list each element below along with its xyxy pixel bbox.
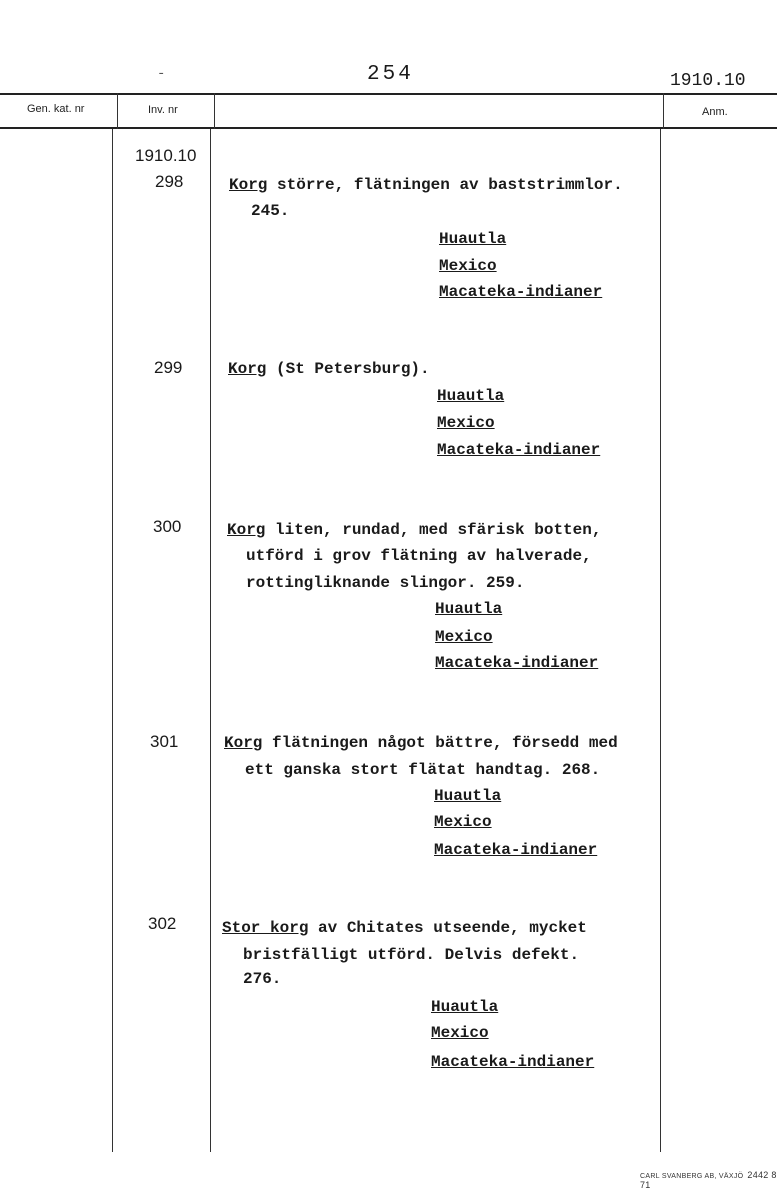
entry-description: Korg liten, rundad, med sfärisk botten,: [227, 521, 602, 539]
location-country: Mexico: [437, 414, 495, 432]
location-place: Huautla: [435, 600, 503, 618]
location-people: Macateka-indianer: [435, 654, 599, 672]
entry-description: utförd i grov flätning av halverade,: [246, 547, 592, 565]
catalog-code: 1910.10: [670, 71, 746, 91]
entry-description: 245.: [251, 202, 290, 220]
location-country: Mexico: [435, 628, 493, 646]
location-place: Huautla: [437, 387, 505, 405]
column-divider-1-body: [112, 129, 113, 1152]
column-divider-3-body: [660, 129, 661, 1152]
location-people: Macateka-indianer: [437, 441, 601, 459]
inventory-number: 302: [148, 914, 177, 933]
entry-description: rottingliknande slingor. 259.: [246, 574, 525, 592]
inventory-number: 300: [153, 517, 182, 536]
location-place: Huautla: [434, 787, 502, 805]
location-country: Mexico: [431, 1024, 489, 1042]
location-people: Macateka-indianer: [434, 841, 598, 859]
column-divider-3: [663, 93, 664, 129]
entry-description: ett ganska stort flätat handtag. 268.: [245, 761, 601, 779]
location-country: Mexico: [439, 257, 497, 275]
entry-description: bristfälligt utförd. Delvis defekt.: [243, 946, 580, 964]
location-people: Macateka-indianer: [439, 283, 603, 301]
entry-description: Korg flätningen något bättre, försedd med: [224, 734, 618, 752]
column-header-anm: Anm.: [702, 106, 728, 118]
entry-description: Korg (St Petersburg).: [228, 360, 430, 378]
column-divider-2: [214, 93, 215, 129]
inventory-number: 299: [154, 358, 183, 377]
location-place: Huautla: [431, 998, 499, 1016]
collection-date: 1910.10: [135, 146, 197, 165]
location-country: Mexico: [434, 813, 492, 831]
object-name: Korg: [228, 360, 267, 378]
inventory-number: 298: [155, 172, 184, 191]
column-divider-1: [117, 93, 118, 129]
inventory-number: 301: [150, 732, 179, 751]
column-header-gen-kat-nr: Gen. kat. nr: [27, 103, 85, 115]
object-name: Stor korg: [222, 919, 309, 937]
entry-description: Korg större, flätningen av baststrimmlor.: [229, 176, 623, 194]
column-divider-2-body: [210, 129, 211, 1152]
location-place: Huautla: [439, 230, 507, 248]
header-dash: -: [157, 66, 166, 82]
object-name: Korg: [227, 521, 266, 539]
object-name: Korg: [224, 734, 263, 752]
location-people: Macateka-indianer: [431, 1053, 595, 1071]
column-header-inv-nr: Inv. nr: [148, 104, 178, 116]
printer-mark: CARL SVANBERG AB, VÄXJÖ 2442 8 71: [640, 1170, 777, 1190]
object-name: Korg: [229, 176, 268, 194]
entry-description: 276.: [243, 970, 282, 988]
entry-description: Stor korg av Chitates utseende, mycket: [222, 919, 587, 937]
page-number: 254: [367, 63, 414, 86]
